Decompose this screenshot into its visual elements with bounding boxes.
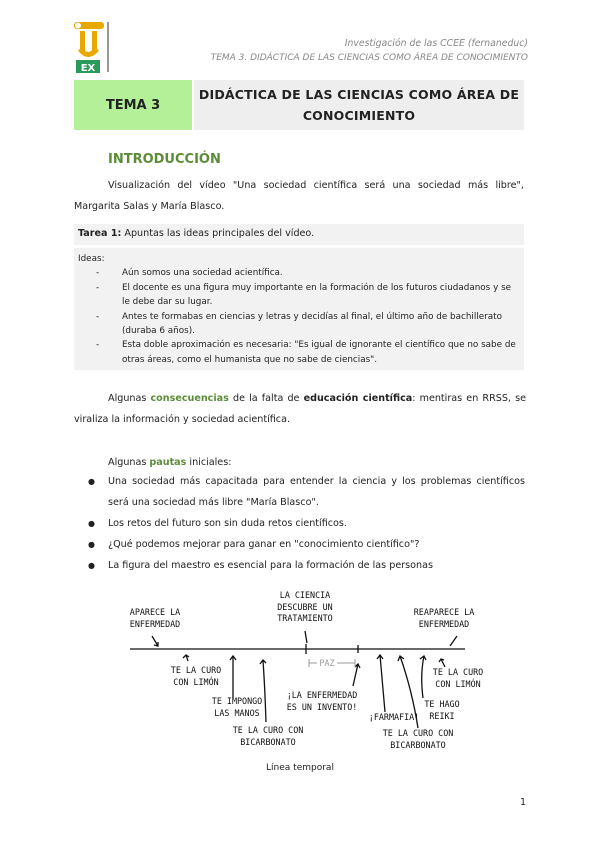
timeline-label: ¡LA ENFERMEDAD ES UN INVENTO!	[286, 690, 358, 712]
timeline-label: TE IMPONGO LAS MANOS	[211, 696, 263, 718]
pauta-item: ● La figura del maestro es esencial para la formación de las personas	[90, 555, 525, 576]
section-heading: INTRODUCCIÓN	[108, 152, 221, 167]
timeline-label-paz: PAZ	[319, 658, 335, 668]
page-title: DIDÁCTICA DE LAS CIENCIAS COMO ÁREA DE CONOCIMIENTO	[194, 80, 524, 130]
timeline-label: APARECE LA ENFERMEDAD	[129, 607, 181, 629]
pauta-item: ● Los retos del futuro son sin duda retos científicos.	[90, 513, 525, 534]
intro-text: Visualización del vídeo "Una sociedad científica será una sociedad más libre", Margarita Salas y María Blasco.	[74, 180, 524, 212]
pauta-item: ● Una sociedad más capacitada para entender la ciencia y los problemas científicos será una sociedad más libre "María Blasco".	[90, 471, 525, 513]
timeline-label: TE HAGO REIKI	[424, 699, 460, 721]
task-text: Apuntas las ideas principales del vídeo.	[121, 228, 315, 239]
timeline-label: REAPARECE LA ENFERMEDAD	[413, 607, 475, 629]
page-number: 1	[520, 797, 527, 808]
timeline-label: TE LA CURO CON LIMÓN	[432, 667, 484, 689]
figure-caption: Línea temporal	[266, 763, 334, 773]
idea-item: - Antes te formabas en ciencias y letras y decidías al final, el último año de bachillerato (duraba 6 años).	[92, 310, 520, 339]
header-topic: TEMA 3. DIDÁCTICA DE LAS CIENCIAS COMO ÁREA DE CONOCIMIENTO	[210, 53, 528, 63]
pauta-item: ● ¿Qué podemos mejorar para ganar en "conocimiento científico"?	[90, 534, 525, 555]
svg-text:EX: EX	[80, 63, 96, 74]
timeline-label: TE LA CURO CON BICARBONATO	[382, 728, 454, 750]
text: : mentiras en RRSS, se viraliza la información y sociedad acientífica.	[74, 393, 527, 425]
timeline-label: ¡FARMAFIA!	[368, 712, 420, 722]
timeline-label: LA CIENCIA DESCUBRE UN TRATAMIENTO	[277, 590, 333, 623]
idea-item: - Esta doble aproximación es necesaria: "Es igual de ignorante el científico que no sabe de otras áreas, como el humanista que no sabe de ciencias".	[92, 338, 520, 367]
idea-item: - El docente es una figura muy importante en la formación de los futuros ciudadanos y se le debe dar su lugar.	[92, 281, 520, 310]
highlight-consecuencias: consecuencias	[150, 393, 229, 404]
timeline-label: TE LA CURO CON LIMÓN	[170, 665, 222, 687]
ideas-label: Ideas:	[78, 254, 105, 264]
text: Algunas	[108, 457, 150, 468]
text: de la falta de	[228, 393, 304, 404]
highlight-pautas: pautas	[149, 457, 187, 468]
text: Algunas	[108, 393, 151, 404]
bold-educacion-cientifica: educación científica	[303, 393, 413, 404]
timeline-label: TE LA CURO CON BICARBONATO	[232, 725, 304, 747]
header-doc-title: Investigación de las CCEE (fernaneduc)	[344, 38, 528, 49]
idea-item: - Aún somos una sociedad acientífica.	[92, 266, 520, 280]
text: iniciales:	[186, 457, 232, 468]
task-label: Tarea 1:	[78, 228, 122, 239]
topic-number: TEMA 3	[74, 80, 192, 130]
